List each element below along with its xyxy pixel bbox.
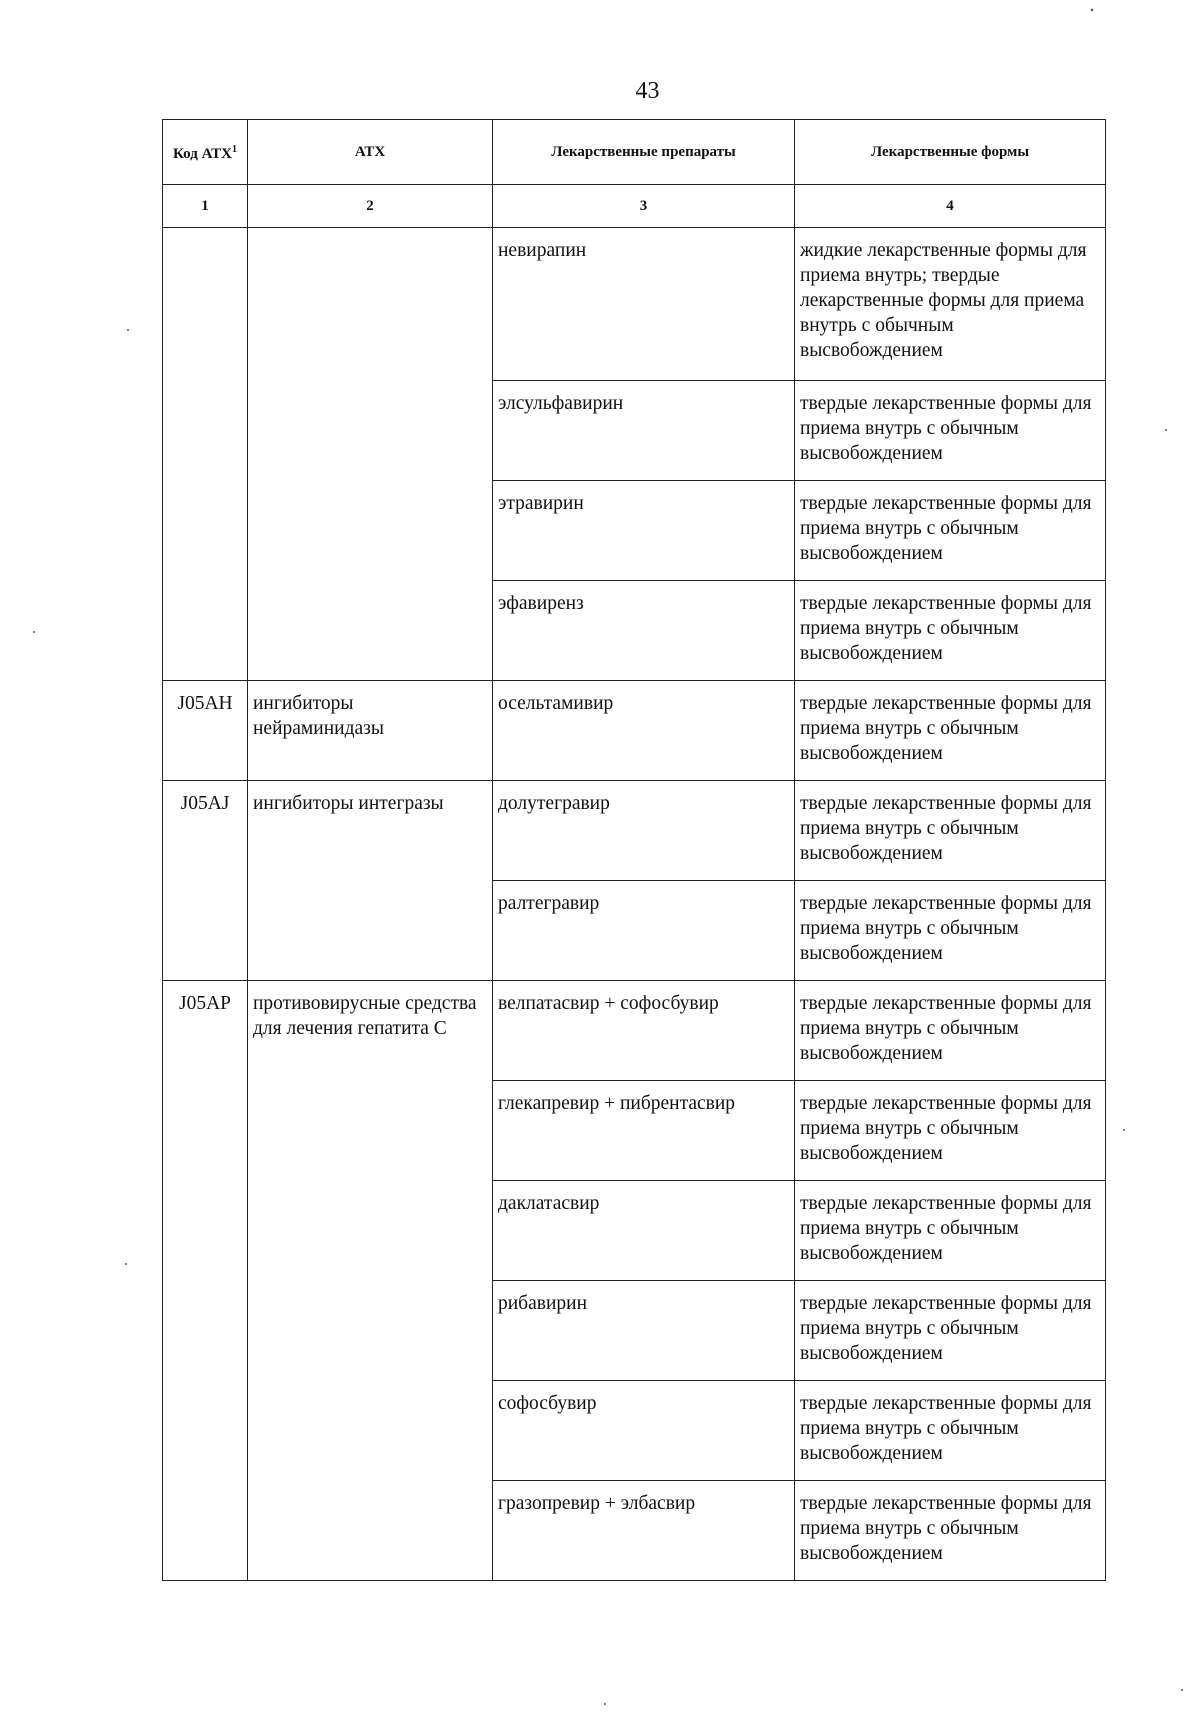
drug-cell: рибавирин <box>493 1281 795 1381</box>
column-number: 3 <box>493 185 795 228</box>
form-cell: твердые лекарственные формы для приема внутрь с обычным высвобождением <box>795 1181 1106 1281</box>
drug-cell: ралтегравир <box>493 881 795 981</box>
form-cell: твердые лекарственные формы для приема внутрь с обычным высвобождением <box>795 881 1106 981</box>
form-cell: твердые лекарственные формы для приема внутрь с обычным высвобождением <box>795 681 1106 781</box>
column-number: 2 <box>248 185 493 228</box>
form-cell: твердые лекарственные формы для приема внутрь с обычным высвобождением <box>795 981 1106 1081</box>
drug-cell: долутегравир <box>493 781 795 881</box>
code-cell: J05AH <box>163 681 248 781</box>
drug-cell: этравирин <box>493 481 795 581</box>
drug-cell: элсульфавирин <box>493 381 795 481</box>
code-cell: J05AJ <box>163 781 248 981</box>
code-cell: J05AP <box>163 981 248 1581</box>
form-cell: твердые лекарственные формы для приема внутрь с обычным высвобождением <box>795 1481 1106 1581</box>
form-cell: твердые лекарственные формы для приема внутрь с обычным высвобождением <box>795 1381 1106 1481</box>
table-row <box>163 981 1106 1081</box>
form-cell: твердые лекарственные формы для приема внутрь с обычным высвобождением <box>795 1081 1106 1181</box>
drug-cell: велпатасвир + софосбувир <box>493 981 795 1081</box>
code-cell-empty <box>163 228 248 681</box>
column-number: 1 <box>163 185 248 228</box>
form-cell: твердые лекарственные формы для приема внутрь с обычным высвобождением <box>795 1281 1106 1381</box>
page-number: 43 <box>635 78 660 104</box>
form-cell: твердые лекарственные формы для приема внутрь с обычным высвобождением <box>795 581 1106 681</box>
atx-cell-empty <box>248 228 493 681</box>
table-row <box>163 681 1106 781</box>
form-cell: твердые лекарственные формы для приема внутрь с обычным высвобождением <box>795 781 1106 881</box>
atx-cell: ингибиторы нейраминидазы <box>248 681 493 781</box>
drug-cell: гразопревир + элбасвир <box>493 1481 795 1581</box>
atx-cell: ингибиторы интегразы <box>248 781 493 981</box>
header-drugs: Лекарственные препараты <box>493 120 795 185</box>
table-row <box>163 781 1106 881</box>
header-atx: АТХ <box>248 120 493 185</box>
column-number: 4 <box>795 185 1106 228</box>
form-cell: жидкие лекарственные формы для приема внутрь; твердые лекарственные формы для приема внутрь с обычным высвобождением <box>795 228 1106 381</box>
form-cell: твердые лекарственные формы для приема внутрь с обычным высвобождением <box>795 381 1106 481</box>
atx-cell: противовирусные средства для лечения гепатита C <box>248 981 493 1581</box>
drug-cell: софосбувир <box>493 1381 795 1481</box>
drug-cell: осельтамивир <box>493 681 795 781</box>
drug-cell: глекапревир + пибрентасвир <box>493 1081 795 1181</box>
drug-table <box>162 119 1106 1581</box>
table-row <box>163 228 1106 381</box>
form-cell: твердые лекарственные формы для приема внутрь с обычным высвобождением <box>795 481 1106 581</box>
header-code-atx: Код АТХ$^1$ <box>163 120 248 185</box>
table-header-row <box>163 120 1106 185</box>
drug-cell: невирапин <box>493 228 795 381</box>
drug-cell: эфавиренз <box>493 581 795 681</box>
column-number-row <box>163 185 1106 228</box>
header-forms: Лекарственные формы <box>795 120 1106 185</box>
drug-cell: даклатасвир <box>493 1181 795 1281</box>
